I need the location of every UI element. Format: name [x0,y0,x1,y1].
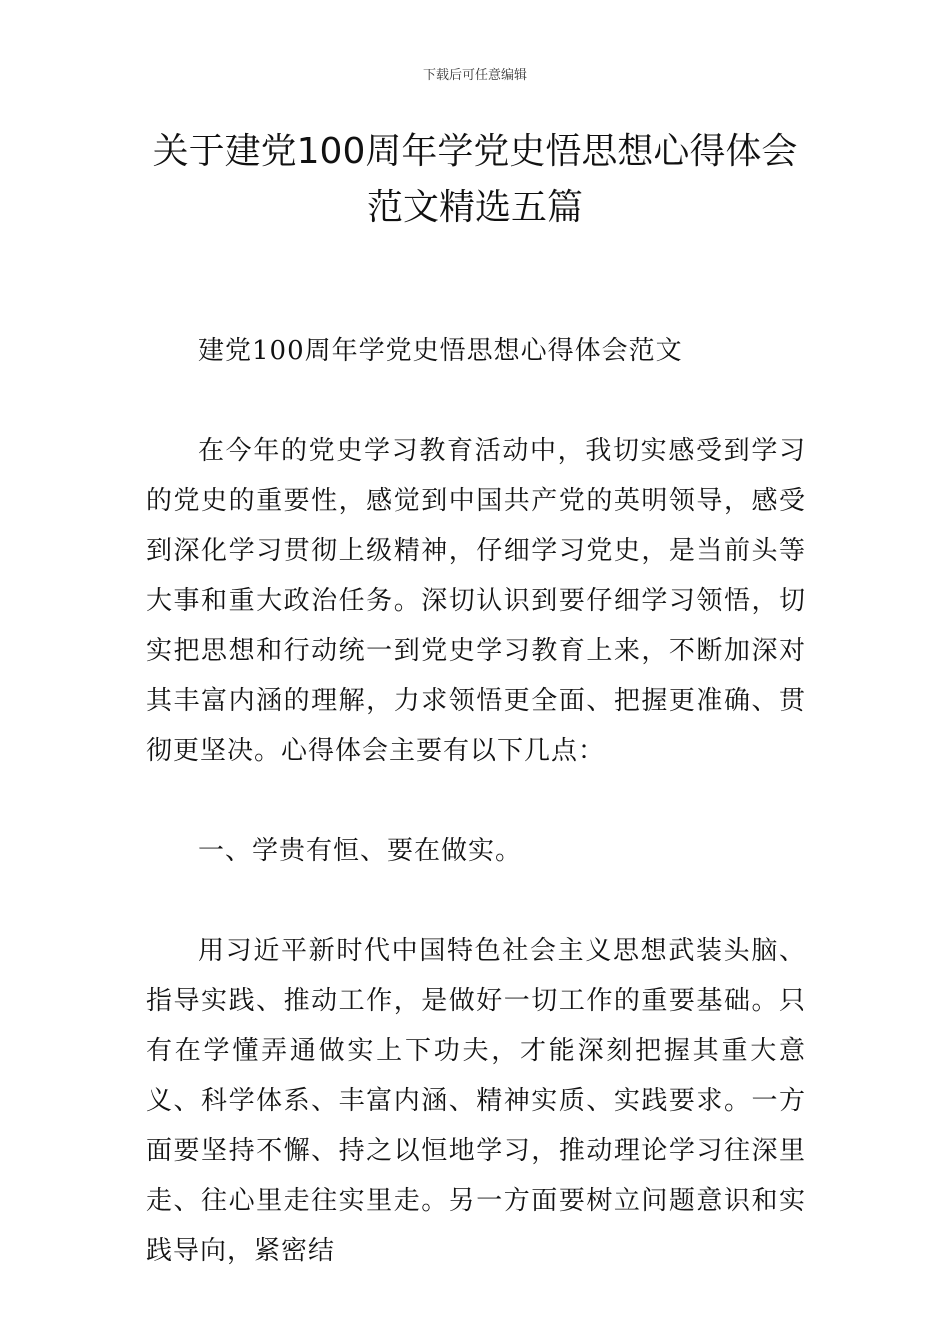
title-line-1: 关于建党100周年学党史悟思想心得体会 [152,131,798,172]
header-note: 下载后可任意编辑 [422,68,527,83]
paragraph-2: 用习近平新时代中国特色社会主义思想武装头脑、指导实践、推动工作，是做好一切工作的重要基础。只有在学懂弄通做实上下功夫，才能深刻把握其重大意义、科学体系、丰富内涵、精神实质、实践要求。一方面要坚持不懈、持之以恒地学习，推动理论学习往深里走、往心里走往实里走。另一方面要树立问题意识和实践导向，紧密结 [146,936,806,1266]
subtitle: 建党100周年学党史悟思想心得体会范文 [198,336,683,366]
section-heading-1: 一、学贵有恒、要在做实。 [198,836,523,866]
paragraph-1: 在今年的党史学习教育活动中，我切实感受到学习的党史的重要性，感觉到中国共产党的英明领导，感受到深化学习贯彻上级精神，仔细学习党史，是当前头等大事和重大政治任务。深切认识到要仔细学习领悟，切实把思想和行动统一到党史学习教育上来，不断加深对其丰富内涵的理解，力求领悟更全面、把握更准确、贯彻更坚决。心得体会主要有以下几点： [146,436,806,766]
spacer [146,776,806,826]
document-body [146,326,806,1276]
spacer [146,876,806,926]
document-title [0,124,950,236]
spacer [146,376,806,426]
title-line-2: 范文精选五篇 [366,187,583,228]
